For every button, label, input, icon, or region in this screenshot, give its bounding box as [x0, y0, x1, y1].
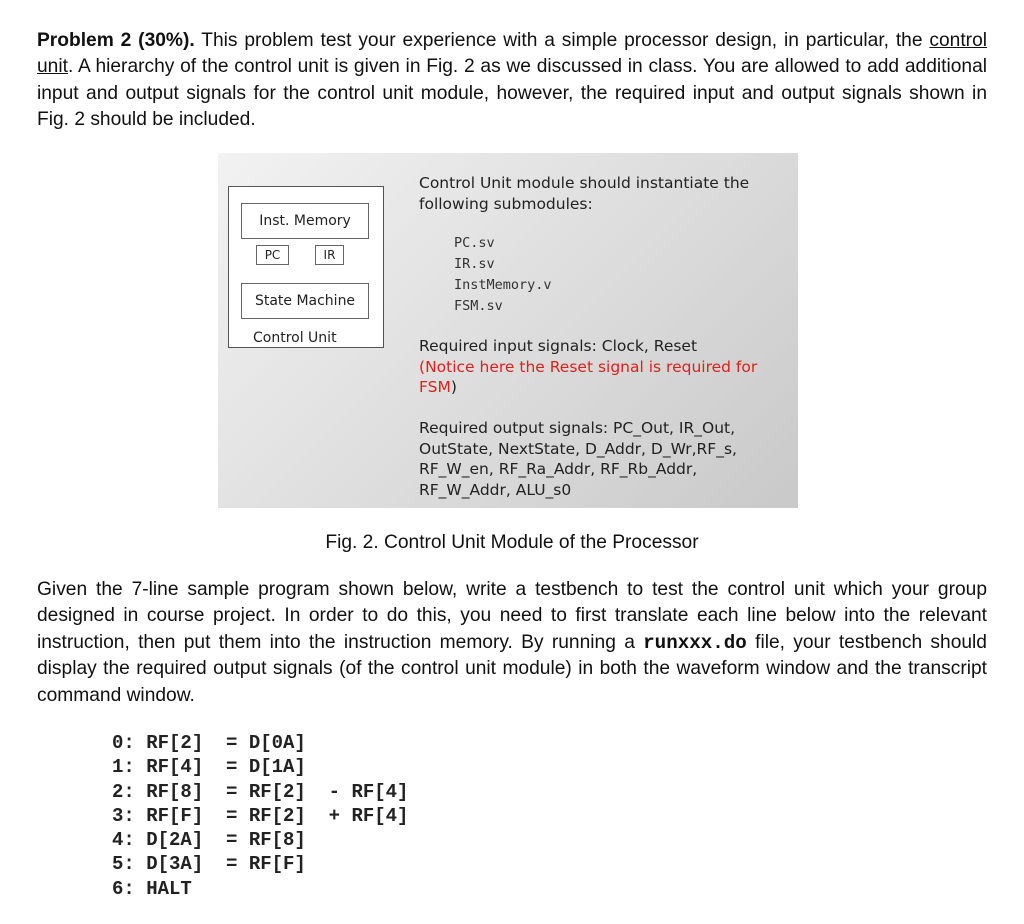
state-machine-box: State Machine [241, 283, 369, 319]
program-line: 5: D[3A] = RF[F] [112, 853, 306, 876]
required-outputs: Required output signals: PC_Out, IR_Out, OutState, NextState, D_Addr, D_Wr,RF_s, RF_W_en, RF_Ra_Addr, RF_Rb_Addr, RF_W_Addr, ALU_s0 [419, 419, 737, 499]
pc-box: PC [256, 245, 289, 265]
program-line: 2: RF[8] = RF[2] - RF[4] [112, 780, 409, 803]
input-signals: Required input signals: Clock, Reset [419, 337, 698, 355]
intro-text-1: This problem test your experience with a simple processor design, in particular, the [194, 30, 930, 51]
submodule-file: FSM.sv [454, 298, 503, 314]
submodule-file: PC.sv [454, 235, 495, 251]
control-unit-box [228, 186, 384, 348]
program-line: 0: RF[2] = D[0A] [112, 732, 306, 754]
task-description [37, 577, 987, 709]
submodule-list [454, 233, 552, 317]
intro-text-2: . A hierarchy of the control unit is given in Fig. 2 as we discussed in class. You are allowed to add additional input and output signals for the control unit module, however, the required input and output signals shown in Fig. 2 should be included. [37, 56, 987, 131]
inst-memory-box: Inst. Memory [241, 203, 369, 239]
control-unit-figure [218, 153, 798, 508]
reset-note: Notice here the Reset signal is required for FSM [419, 357, 758, 396]
submodule-file: IR.sv [454, 256, 495, 272]
program-line: 6: HALT [112, 877, 192, 900]
task-text-2: file, your testbench should display the required output signals (of the control unit module) in both the waveform window and the transcript command window. [37, 631, 987, 706]
control-unit-term: control unit [37, 30, 987, 78]
submodule-file: InstMemory.v [454, 277, 552, 293]
sample-program [112, 731, 408, 901]
ir-box: IR [315, 245, 344, 265]
figure-caption: Fig. 2. Control Unit Module of the Processor [325, 532, 699, 553]
task-text-1: Given the 7-line sample program shown below, write a testbench to test the control unit which your group designed in course project. In order to do this, you need to first translate each line below into the relevant instruction, then put them into the instruction memory. By running a [37, 579, 987, 653]
program-line: 1: RF[4] = D[1A] [112, 756, 306, 779]
program-line: 3: RF[F] = RF[2] + RF[4] [112, 804, 409, 827]
program-line: 4: D[2A] = RF[8] [112, 829, 306, 852]
do-file-name: runxxx.do [643, 631, 747, 654]
problem-statement [37, 28, 987, 134]
instantiate-text: Control Unit module should instantiate the following submodules: [419, 174, 750, 213]
required-inputs: Required input signals: Clock, Reset (Notice here the Reset signal is required for FSM) [419, 337, 758, 396]
problem-title: Problem 2 (30%). [37, 30, 195, 51]
control-unit-label: Control Unit [253, 330, 337, 346]
